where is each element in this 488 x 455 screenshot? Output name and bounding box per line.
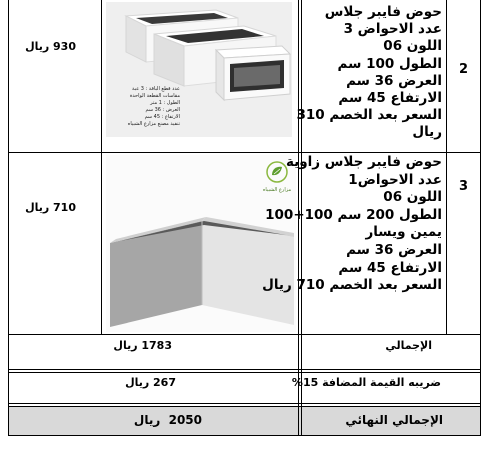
vat-value: 267 ريال: [125, 376, 176, 389]
final-total-value: 2050 ريال: [133, 413, 202, 427]
row-2-price: 930 ريال: [25, 40, 76, 53]
row-2-description: حوض فايبر جلاس عدد الاحواض 3 اللون 06 الطول 100 سم العرض 36 سم الارتفاع 45 سم السعر بعد الخصم 310 ريال: [296, 4, 442, 141]
row-3-logo: مزارع الشبياه: [262, 161, 292, 193]
row-3-number: 3: [459, 179, 469, 194]
row-2-number: 2: [459, 62, 469, 77]
row-3-description: حوض فايبر جلاس زاوية عدد الاحواض1 اللون 06 الطول 200 سم 100+100 يمين ويسار العرض 36 سم الارتفاع 45 سم السعر بعد الخصم 710 ريال: [262, 154, 442, 294]
subtotal-value: 1783 ريال: [113, 339, 172, 352]
row-2-image-caption: عدد قطع الباقة : 3 عبة مقاسات القطعة الواحدة الطول : 1 متر العرض : 36 سم الارتفاع : 45 سم تنفيذ مصنع مزارع الشبياه: [127, 86, 180, 127]
subtotal-label: الإجمالي: [385, 339, 432, 352]
row-2-product-photo: [106, 2, 292, 137]
row-3-price: 710 ريال: [25, 201, 76, 214]
final-total-label: الإجمالي النهائي: [345, 413, 443, 427]
vat-label: ضريبه القيمة المضافة 15%: [291, 376, 441, 389]
